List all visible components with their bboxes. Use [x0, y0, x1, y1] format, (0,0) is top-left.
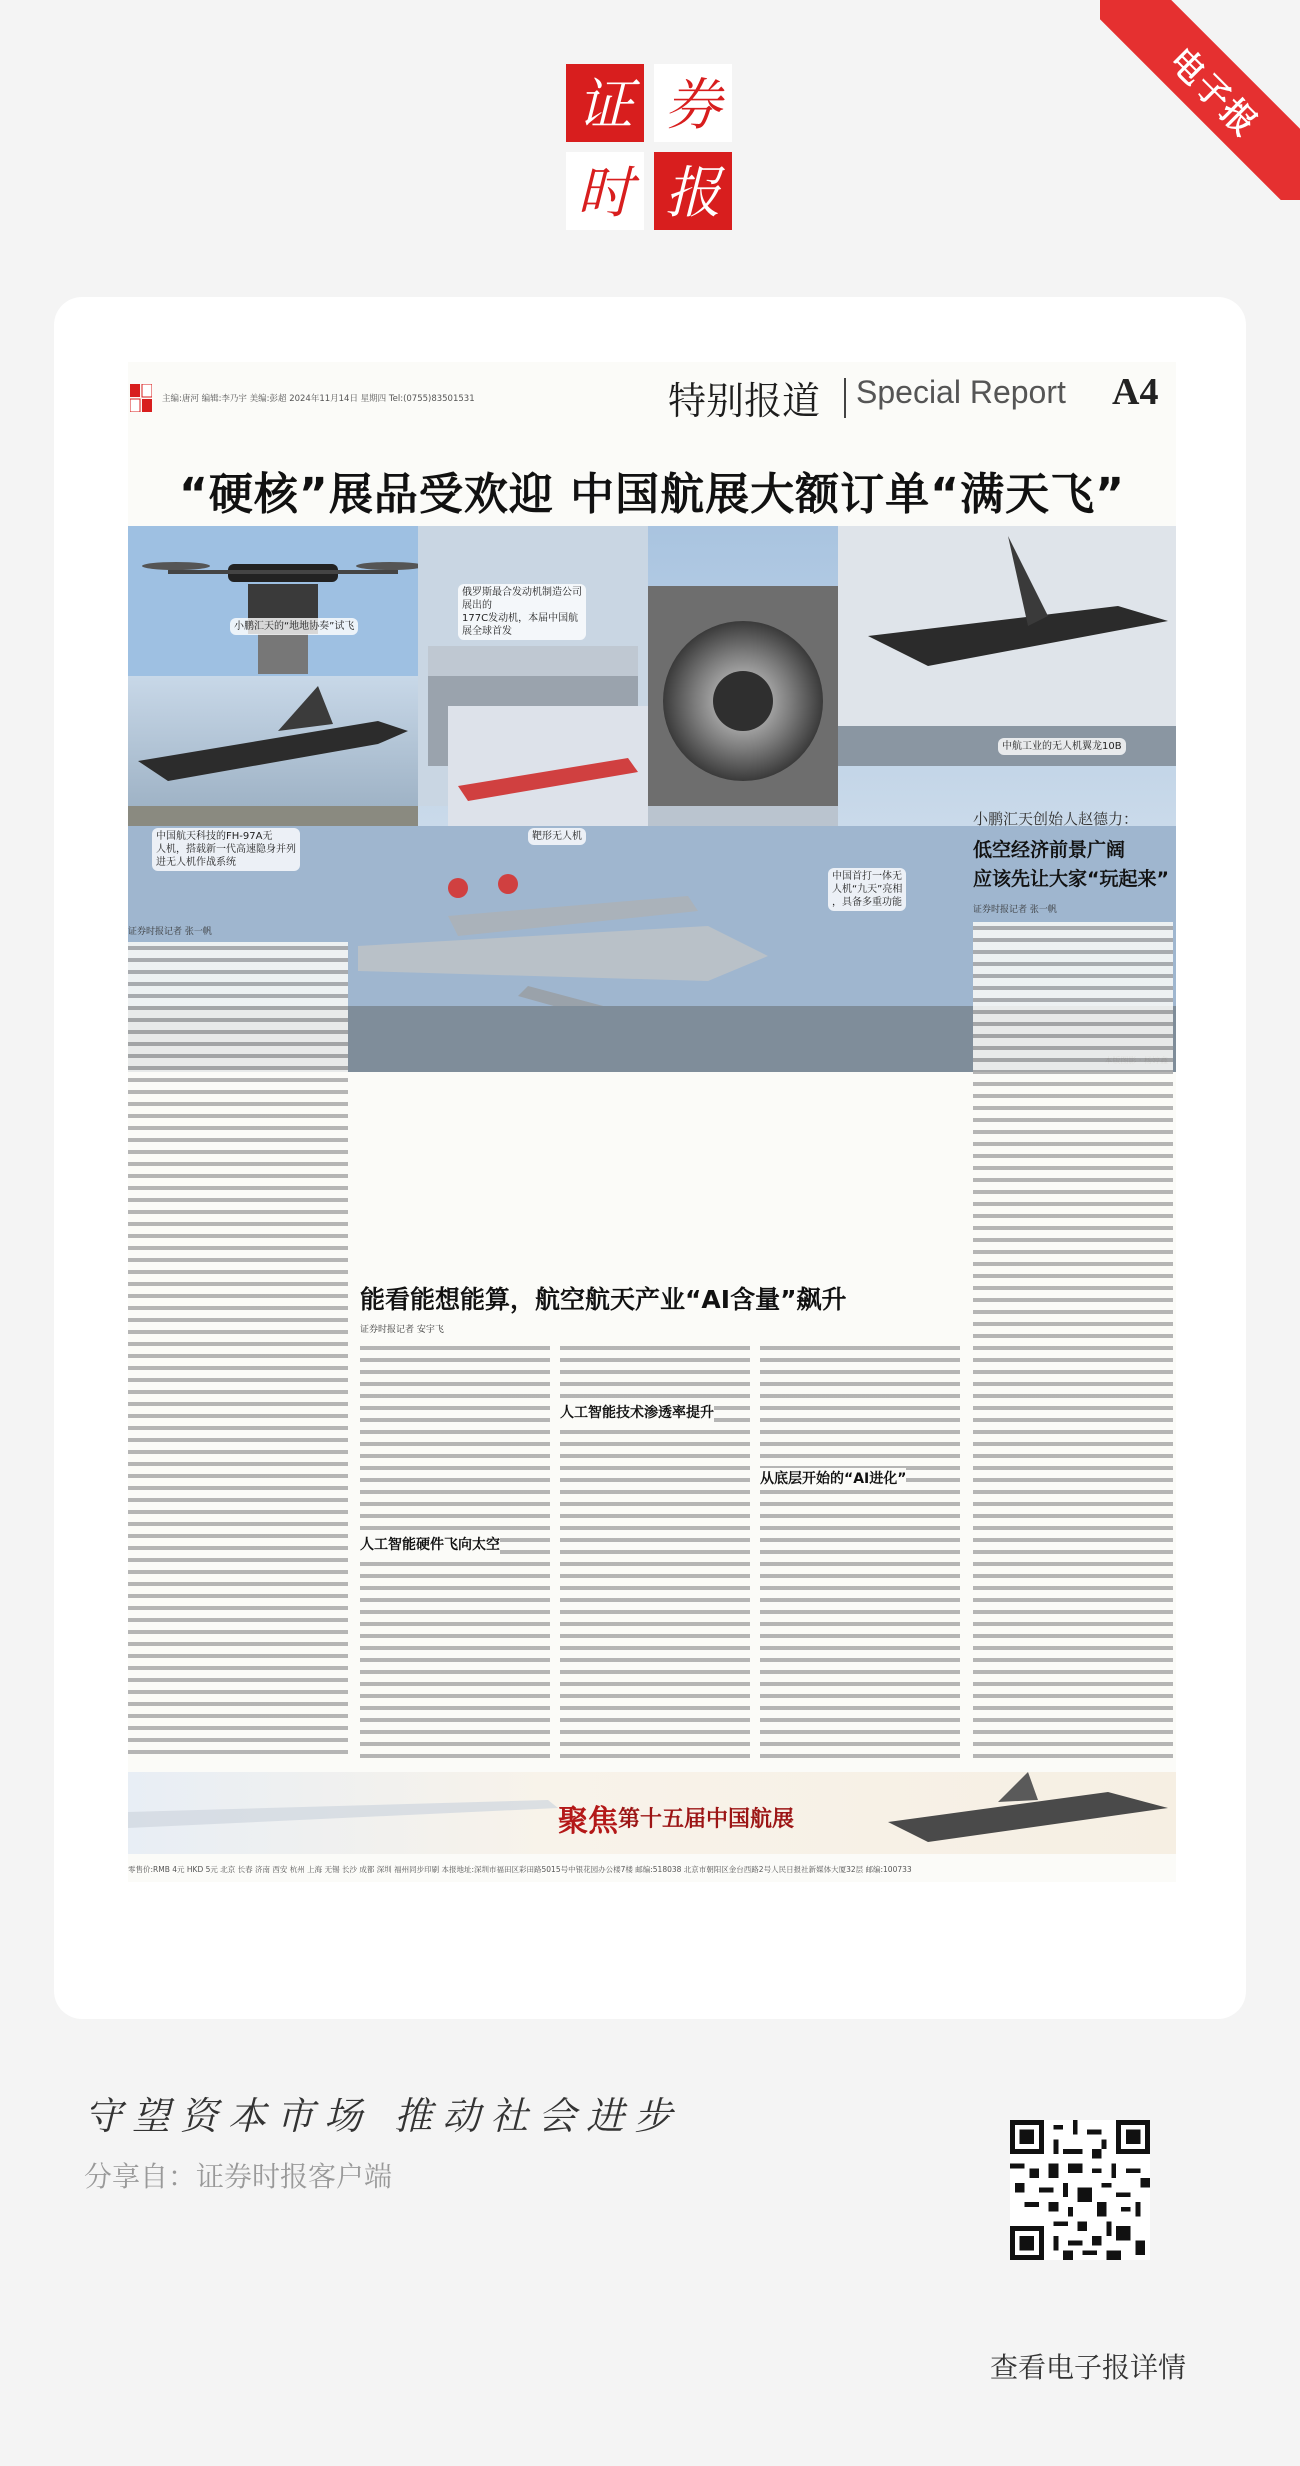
banner-title: 第十五届中国航展: [618, 1807, 795, 1832]
section-head-2: 人工智能技术渗透率提升: [560, 1402, 714, 1422]
byline-3: 证券时报记者 张一帆: [973, 905, 1057, 915]
sidebar-lead: 小鹏汇天创始人赵德力：: [973, 810, 1139, 828]
brand-slogan: 守望资本市场 推动社会进步: [84, 2094, 683, 2138]
logo-char-4: 报: [665, 161, 721, 226]
masthead: [128, 362, 1176, 424]
masthead-logo-icon: [130, 384, 152, 412]
sidebar-title-1: 低空经济前景广阔: [973, 839, 1126, 861]
byline-1: 证券时报记者 张一帆: [128, 927, 212, 937]
share-source: 分享自：证券时报客户端: [84, 2160, 393, 2193]
sidebar-title-2: 应该先让大家“玩起来”: [973, 868, 1169, 890]
page-number: A4: [1112, 371, 1159, 413]
masthead-divider: [844, 378, 846, 418]
logo-char-1: 证: [577, 73, 633, 138]
section-head-3: 从底层开始的“AI进化”: [760, 1468, 906, 1488]
article-2-col-3: [760, 1342, 960, 1760]
qr-code[interactable]: [1010, 2120, 1150, 2260]
caption-engine: 俄罗斯最合发动机制造公司展出的 177C发动机，本届中国航展全球首发: [458, 584, 586, 640]
paper-footer: 零售价:RMB 4元 HKD 5元 北京 长春 济南 西安 杭州 上海 无锡 长沙 成都 深圳 福州同步印刷 本报地址:深圳市福田区彩田路5015号中银花园办公楼7楼 邮编:518038 北京市朝阳区金台西路2号人民日报社新媒体大厦32层 邮编:100733: [128, 1865, 912, 1874]
article-1-body: [128, 942, 348, 1760]
section-title-cn: 特别报道: [668, 379, 821, 423]
e-paper-ribbon-label: 电子报: [1100, 0, 1300, 200]
caption-target-drone: 靶形无人机: [528, 828, 586, 845]
masthead-meta: 主编:唐河 编辑:李乃宇 美编:彭超 2024年11月14日 星期四 Tel:(0755)83501531: [162, 394, 475, 404]
byline-2: 证券时报记者 安宇飞: [360, 1325, 444, 1335]
view-e-paper-link[interactable]: 查看电子报详情: [990, 2351, 1187, 2384]
caption-uav-right: 中航工业的无人机翼龙10B: [998, 738, 1126, 755]
logo-char-2: 券: [665, 73, 721, 138]
sidebar-body: [973, 922, 1173, 1760]
airshow-banner: [128, 1772, 1176, 1854]
sidebar-article-head: [973, 808, 1173, 891]
securities-times-logo: [566, 64, 732, 230]
section-title-en: Special Report: [856, 374, 1066, 410]
corner-ribbon: [1100, 0, 1300, 200]
logo-char-3: 时: [577, 161, 633, 226]
banner-focus-label: 聚焦: [558, 1804, 618, 1839]
article-2-headline: 能看能想能算，航空航天产业“AI含量”飙升: [360, 1285, 847, 1314]
caption-jiutian: 中国首打一体无 人机“九天”亮相 ，具备多重功能: [828, 868, 906, 911]
page-headline: “硬核”展品受欢迎 中国航展大额订单“满天飞”: [179, 469, 1125, 520]
section-head-1: 人工智能硬件飞向太空: [360, 1534, 500, 1554]
caption-drone: 小鹏汇天的“地地协奏”试飞: [230, 618, 358, 635]
newspaper-page[interactable]: [128, 362, 1176, 1882]
caption-fh97: 中国航天科技的FH-97A无 人机，搭载新一代高速隐身并列 进无人机作战系统: [152, 828, 300, 871]
